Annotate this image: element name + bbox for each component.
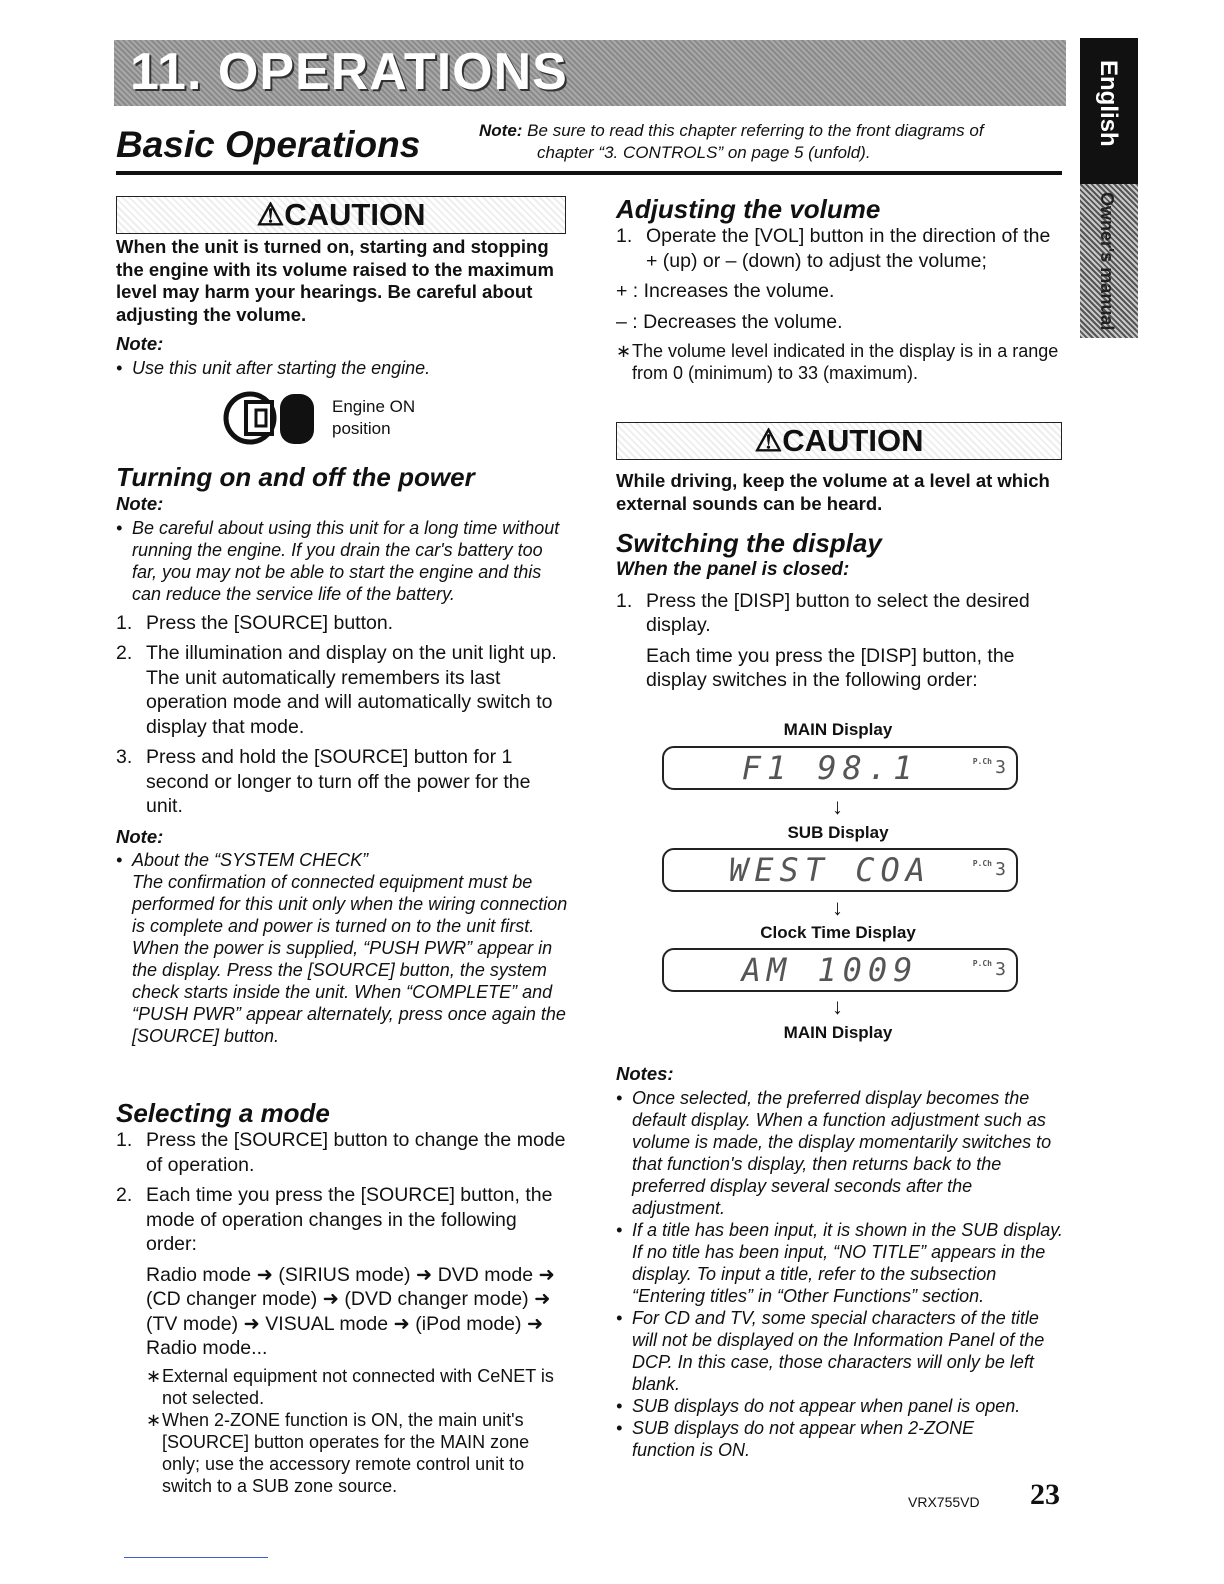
display-subtitle: When the panel is closed:: [616, 559, 850, 580]
power-note2-text: The confirmation of connected equipment must be performed for this unit only when the wiring connection is complete and power is turned on to the unit first. When the power is supplied, “PUSH PWR” appear in the display. Press the [SOURCE] button, the system check starts inside the unit. When “COMPLETE” and “PUSH PWR” appear alternately, press once again the [SOURCE] button.: [132, 872, 568, 1046]
top-note: [479, 120, 1069, 164]
power-section: [116, 462, 568, 1047]
mode-order: Radio mode ➜ (SIRIUS mode) ➜ DVD mode ➜ (CD changer mode) ➜ (DVD changer mode) ➜ (TV mode) ➜ VISUAL mode ➜ (iPod mode) ➜ Radio mode...: [146, 1263, 555, 1359]
chapter-title: 11. OPERATIONS: [130, 43, 568, 101]
engine-label-2: position: [332, 419, 391, 438]
volume-title: Adjusting the volume: [616, 194, 881, 224]
lcd-main-display: F1 98.1 P.Ch 3: [662, 746, 1018, 790]
clock-display-label: Clock Time Display: [760, 923, 916, 942]
top-note-text-2: chapter “3. CONTROLS” on page 5 (unfold).: [537, 143, 871, 162]
caution-title-left: ⚠CAUTION: [256, 197, 426, 232]
caution-text-right: While driving, keep the volume at a level at which external sounds can be heard.: [616, 470, 1050, 514]
display-notes: [616, 1062, 1068, 1461]
side-tab-english: English: [1095, 60, 1122, 147]
model-number: VRX755VD: [908, 1494, 980, 1510]
engine-label-1: Engine ON: [332, 397, 416, 416]
page-number: 23: [1030, 1478, 1060, 1511]
mode-note-1: ∗ External equipment not connected with CeNET is not selected.: [146, 1365, 568, 1409]
main-display-label: MAIN Display: [783, 720, 893, 739]
power-note-bullet: • Be careful about using this unit for a long time without running the engine. If you drain the car's battery too far, you may not be able to start the engine and this can reduce the service life of the battery.: [116, 517, 568, 605]
arrow-down-icon: ↓: [832, 794, 843, 819]
arrow-down-icon: ↓: [832, 895, 843, 920]
power-step-3: 3. Press and hold the [SOURCE] button for 1 second or longer to turn off the power for the unit.: [116, 746, 531, 817]
power-step-2: 2. The illumination and display on the unit light up. The unit automatically remembers its last operation mode and will automatically switch to display that mode.: [116, 642, 557, 738]
power-step-1: 1. Press the [SOURCE] button.: [116, 611, 394, 634]
display-step-1b: Each time you press the [DISP] button, the display switches in the following order:: [646, 644, 1015, 691]
display-step-1: 1. Press the [DISP] button to select the desired display.: [616, 589, 1030, 636]
side-tab-owners-manual: Owner's manual: [1097, 192, 1117, 331]
note-label: Note:: [116, 333, 164, 354]
display-note-1: • Once selected, the preferred display becomes the default display. When a function adjustment such as volume is made, the display momentarily switches to that function's display, then returns back to the preferred display several seconds after the adjustment.: [616, 1087, 1068, 1219]
arrow-down-icon: ↓: [832, 994, 843, 1019]
display-note-2: • If a title has been input, it is shown in the SUB display. If no title has been input, “NO TITLE” appears in the display. To input a title, refer to the subsection “Entering titles” in “Other Functions” section.: [616, 1219, 1068, 1307]
top-note-label: Note:: [479, 121, 523, 140]
power-note2-label: Note:: [116, 825, 164, 847]
display-note-4: • SUB displays do not appear when panel is open.: [616, 1395, 1068, 1417]
volume-note: ∗ The volume level indicated in the display is in a range from 0 (minimum) to 33 (maximum).: [616, 340, 1066, 384]
lcd-clock-display: AM 1009 P.Ch 3: [662, 948, 1018, 992]
section-title-basic-operations: Basic Operations: [116, 124, 421, 165]
engine-label: [332, 396, 415, 440]
caution-title-right: ⚠CAUTION: [754, 423, 924, 458]
power-note-label: Note:: [116, 493, 164, 514]
display-notes-label: Notes:: [616, 1063, 674, 1084]
caution-box-left: [116, 196, 566, 234]
left-column-top: [116, 236, 568, 379]
side-tab: [1080, 38, 1138, 338]
main-display-label-2: MAIN Display: [783, 1023, 893, 1042]
mode-note-2: ∗ When 2-ZONE function is ON, the main unit's [SOURCE] button operates for the MAIN zone only; use the accessory remote control unit to switch to a SUB zone source.: [146, 1409, 568, 1497]
lcd-sub-display: WEST COA P.Ch 3: [662, 848, 1018, 892]
bottom-line: [124, 1557, 268, 1558]
power-title: Turning on and off the power: [116, 462, 475, 492]
mode-step-1: 1. Press the [SOURCE] button to change the mode of operation.: [116, 1129, 566, 1176]
volume-step-1: 1. Operate the [VOL] button in the direction of the + (up) or – (down) to adjust the volume;: [616, 225, 1051, 272]
caution-box-right: [616, 422, 1062, 460]
note-bullet: • Use this unit after starting the engine.: [116, 357, 568, 379]
volume-plus: + : Increases the volume.: [616, 280, 835, 302]
sub-display-label: SUB Display: [787, 823, 889, 842]
display-section: [616, 528, 1066, 693]
mode-section: [116, 1098, 568, 1497]
display-note-3: • For CD and TV, some special characters of the title will not be displayed on the Information Panel of the DCP. In this case, those characters will only be left blank.: [616, 1307, 1068, 1395]
volume-section: [616, 194, 1066, 384]
top-note-text-1: Be sure to read this chapter referring to the front diagrams of: [522, 121, 984, 140]
mode-step-2: 2. Each time you press the [SOURCE] button, the mode of operation changes in the following order:: [116, 1184, 553, 1255]
display-note-5: • SUB displays do not appear when 2-ZONE function is ON.: [616, 1417, 1012, 1461]
mode-title: Selecting a mode: [116, 1098, 330, 1128]
power-note2-bullet: • About the “SYSTEM CHECK”: [116, 849, 568, 871]
display-title: Switching the display: [616, 528, 882, 558]
engine-on-icon: [222, 388, 322, 448]
header-rule: [116, 171, 1062, 175]
caution-text-left: When the unit is turned on, starting and stopping the engine with its volume raised to the maximum level may harm your hearings. Be careful about adjusting the volume.: [116, 236, 554, 325]
volume-minus: – : Decreases the volume.: [616, 310, 843, 333]
